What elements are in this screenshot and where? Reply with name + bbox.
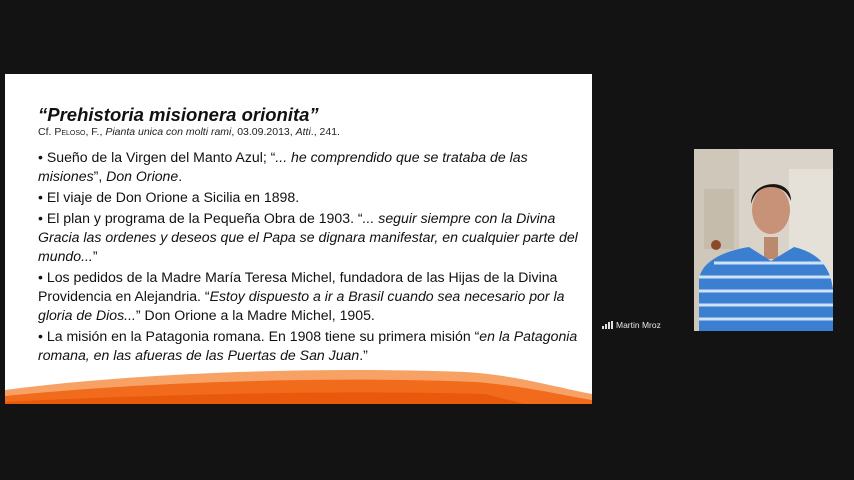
- bullet-quote: Estoy dispuesto a ir a Brasil cuando sea necesario por la gloria de Dios...: [38, 288, 565, 323]
- slide-bullet-list: [38, 148, 583, 367]
- slide-citation: [38, 126, 340, 138]
- bullet-text: • La misión en la Patagonia romana. En 1908 tiene su primera misión “: [38, 328, 480, 344]
- bullet-text: • Sueño de la Virgen del Manto Azul; “: [38, 149, 276, 165]
- bullet-quote: ... he comprendido que se trataba de las misiones: [38, 149, 528, 184]
- bullet-quote: ... seguir siempre con la Divina Gracia las ordenes y deseos que el Papa se dignara manifestar, en cualquier parte del mundo...: [38, 210, 578, 264]
- shared-slide: [5, 74, 592, 404]
- bullet-item: [38, 268, 583, 325]
- participant-video-frame: [694, 149, 833, 331]
- slide-title: “Prehistoria misionera orionita”: [38, 104, 319, 125]
- bullet-text: ”: [92, 248, 98, 264]
- bullet-text: .”: [359, 347, 368, 363]
- citation-author-rest: , F.,: [85, 126, 106, 138]
- bullet-quote: Don Orione: [106, 168, 179, 184]
- bullet-text: ”,: [93, 168, 107, 184]
- bullet-item: [38, 148, 583, 186]
- bullet-text: • El plan y programa de la Pequeña Obra de 1903. “: [38, 210, 363, 226]
- citation-work: Pianta unica con molti rami: [105, 126, 232, 138]
- bullet-text: • Los pedidos de la Madre María Teresa Michel, fundadora de las Hijas de la Divina Providencia en Alejandria. “: [38, 269, 558, 304]
- citation-prefix: Cf.: [38, 126, 55, 138]
- slide-decorative-swoosh: [5, 364, 592, 404]
- bullet-text: ” Don Orione a la Madre Michel, 1905.: [135, 307, 375, 323]
- bullet-item: [38, 327, 583, 365]
- participant-video-tile[interactable]: [694, 149, 833, 331]
- bullet-text: .: [178, 168, 183, 184]
- participant-name: Martin Mroz: [616, 320, 661, 330]
- bullet-item: [38, 209, 583, 266]
- signal-bars-icon: [602, 321, 613, 329]
- bullet-item: [38, 188, 583, 207]
- citation-atti: Atti: [295, 126, 311, 138]
- citation-page: ., 241.: [310, 126, 340, 138]
- bullet-quote: en la Patagonia romana, en las afueras de las Puertas de San Juan: [38, 328, 578, 363]
- citation-date: , 03.09.2013,: [231, 126, 296, 138]
- participant-name-label: [602, 319, 661, 331]
- citation-author: Peloso: [54, 126, 86, 138]
- bullet-text: • El viaje de Don Orione a Sicilia en 1898.: [38, 189, 300, 205]
